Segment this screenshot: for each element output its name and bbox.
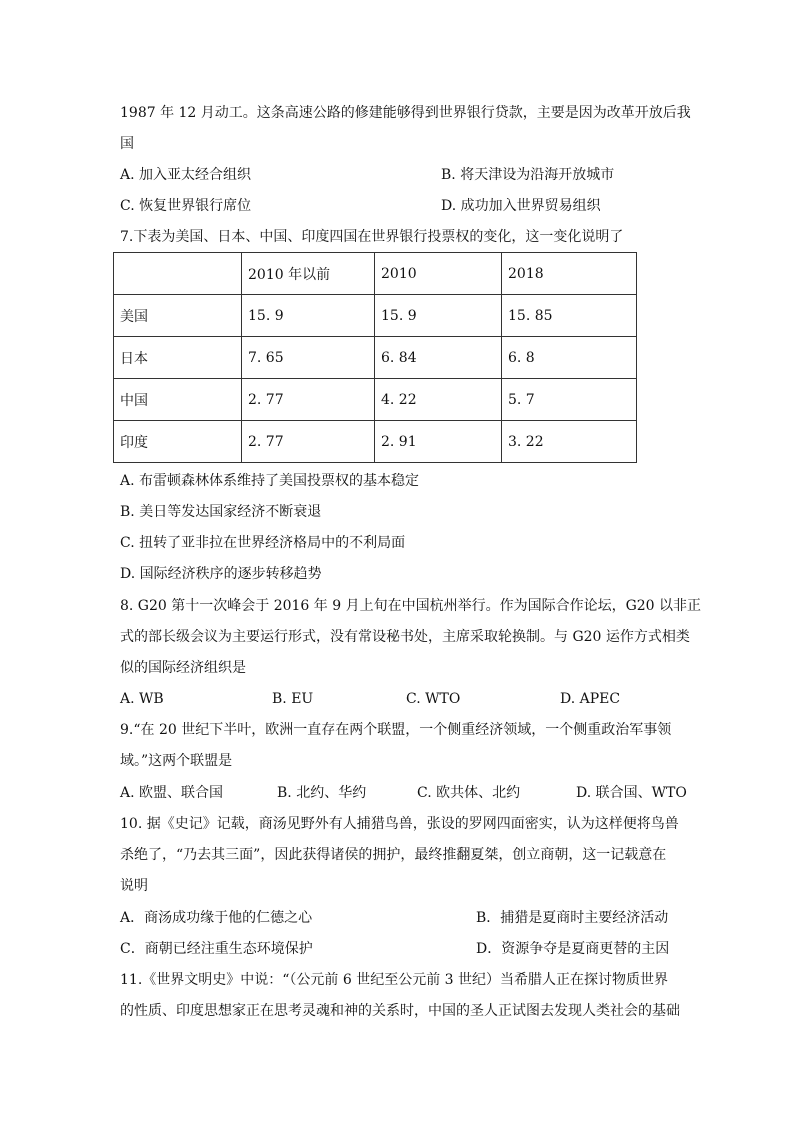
q10-option-b[interactable]: B．捕猎是夏商时主要经济活动 <box>476 910 669 926</box>
q7-option-d[interactable]: D. 国际经济秩序的逐步转移趋势 <box>120 566 322 582</box>
q9-stem-line-2: 域。”这两个联盟是 <box>120 753 233 769</box>
q6-option-c[interactable]: C. 恢复世界银行席位 <box>120 198 252 214</box>
q9-stem-line-1: 9.“在 20 世纪下半叶，欧洲一直存在两个联盟，一个侧重经济领域，一个侧重政治军事领 <box>120 722 672 738</box>
table-cell: 2. 91 <box>375 421 502 463</box>
table-row <box>114 421 637 463</box>
voting-rights-table <box>113 252 637 463</box>
q10-stem-line-1: 10. 据《史记》记载，商汤见野外有人捕猎鸟兽，张设的罗网四面密实，认为这样便将鸟兽 <box>120 816 679 832</box>
intro-line-2: 国 <box>120 136 134 152</box>
q11-stem-line-2: 的性质、印度思想家正在思考灵魂和神的关系时，中国的圣人正试图去发现人类社会的基础 <box>120 1003 680 1019</box>
table-cell: 印度 <box>114 421 242 463</box>
q7-option-a[interactable]: A. 布雷顿森林体系维持了美国投票权的基本稳定 <box>120 473 420 489</box>
q8-option-c[interactable]: C. WTO <box>406 691 461 707</box>
table-cell: 日本 <box>114 337 242 379</box>
q8-stem-line-3: 似的国际经济组织是 <box>120 660 246 676</box>
table-cell: 3. 22 <box>502 421 637 463</box>
q7-stem: 7.下表为美国、日本、中国、印度四国在世界银行投票权的变化，这一变化说明了 <box>120 229 624 245</box>
q6-option-a[interactable]: A. 加入亚太经合组织 <box>120 167 252 183</box>
table-cell: 15. 9 <box>375 295 502 337</box>
q10-stem-line-3: 说明 <box>120 878 148 894</box>
q8-option-d[interactable]: D. APEC <box>560 691 621 707</box>
q6-options-row-2 <box>120 197 680 215</box>
q6-option-b[interactable]: B. 将天津设为沿海开放城市 <box>441 167 615 183</box>
q10-stem-line-2: 杀绝了，“乃去其三面”，因此获得诸侯的拥护，最终推翻夏桀，创立商朝，这一记载意在 <box>120 847 667 863</box>
q10-options-row-1 <box>120 909 680 927</box>
q8-option-b[interactable]: B. EU <box>272 691 314 707</box>
q9-options-row <box>120 784 687 802</box>
table-header-cell: 2018 <box>502 253 637 295</box>
table-cell: 6. 84 <box>375 337 502 379</box>
q7-option-c[interactable]: C. 扭转了亚非拉在世界经济格局中的不利局面 <box>120 535 406 551</box>
q8-option-a[interactable]: A. WB <box>120 691 164 707</box>
q9-option-b[interactable]: B. 北约、华约 <box>277 785 367 801</box>
table-cell: 2. 77 <box>242 421 375 463</box>
table-cell: 美国 <box>114 295 242 337</box>
q6-options-row-1 <box>120 166 680 184</box>
table-cell: 2. 77 <box>242 379 375 421</box>
table-row <box>114 337 637 379</box>
intro-line-1: 1987 年 12 月动工。这条高速公路的修建能够得到世界银行贷款，主要是因为改革开放后我 <box>120 105 691 121</box>
q10-options-row-2 <box>120 940 680 958</box>
table-cell: 7. 65 <box>242 337 375 379</box>
q9-option-c[interactable]: C. 欧共体、北约 <box>417 785 521 801</box>
table-cell: 15. 85 <box>502 295 637 337</box>
q8-stem-line-1: 8. G20 第十一次峰会于 2016 年 9 月上旬在中国杭州举行。作为国际合作论坛，G20 以非正 <box>120 598 702 614</box>
q10-option-c[interactable]: C．商朝已经注重生态环境保护 <box>120 941 313 957</box>
q10-option-d[interactable]: D．资源争夺是夏商更替的主因 <box>476 941 670 957</box>
q8-options-row <box>120 690 680 708</box>
table-row <box>114 379 637 421</box>
table-cell: 4. 22 <box>375 379 502 421</box>
table-header-row <box>114 253 637 295</box>
q7-option-b[interactable]: B. 美日等发达国家经济不断衰退 <box>120 504 322 520</box>
q9-option-d[interactable]: D. 联合国、WTO <box>576 785 687 801</box>
q11-stem-line-1: 11.《世界文明史》中说：“（公元前 6 世纪至公元前 3 世纪）当希腊人正在探讨物质世界 <box>120 972 669 988</box>
table-row <box>114 295 637 337</box>
table-cell: 15. 9 <box>242 295 375 337</box>
q9-option-a[interactable]: A. 欧盟、联合国 <box>120 785 224 801</box>
q8-stem-line-2: 式的部长级会议为主要运行形式，没有常设秘书处，主席采取轮换制。与 G20 运作方式相类 <box>120 629 690 645</box>
table-cell: 5. 7 <box>502 379 637 421</box>
table-cell: 中国 <box>114 379 242 421</box>
table-header-cell <box>114 253 242 295</box>
table-header-cell: 2010 <box>375 253 502 295</box>
q6-option-d[interactable]: D. 成功加入世界贸易组织 <box>441 198 601 214</box>
table-cell: 6. 8 <box>502 337 637 379</box>
table-header-cell: 2010 年以前 <box>242 253 375 295</box>
q10-option-a[interactable]: A．商汤成功缘于他的仁德之心 <box>120 910 313 926</box>
